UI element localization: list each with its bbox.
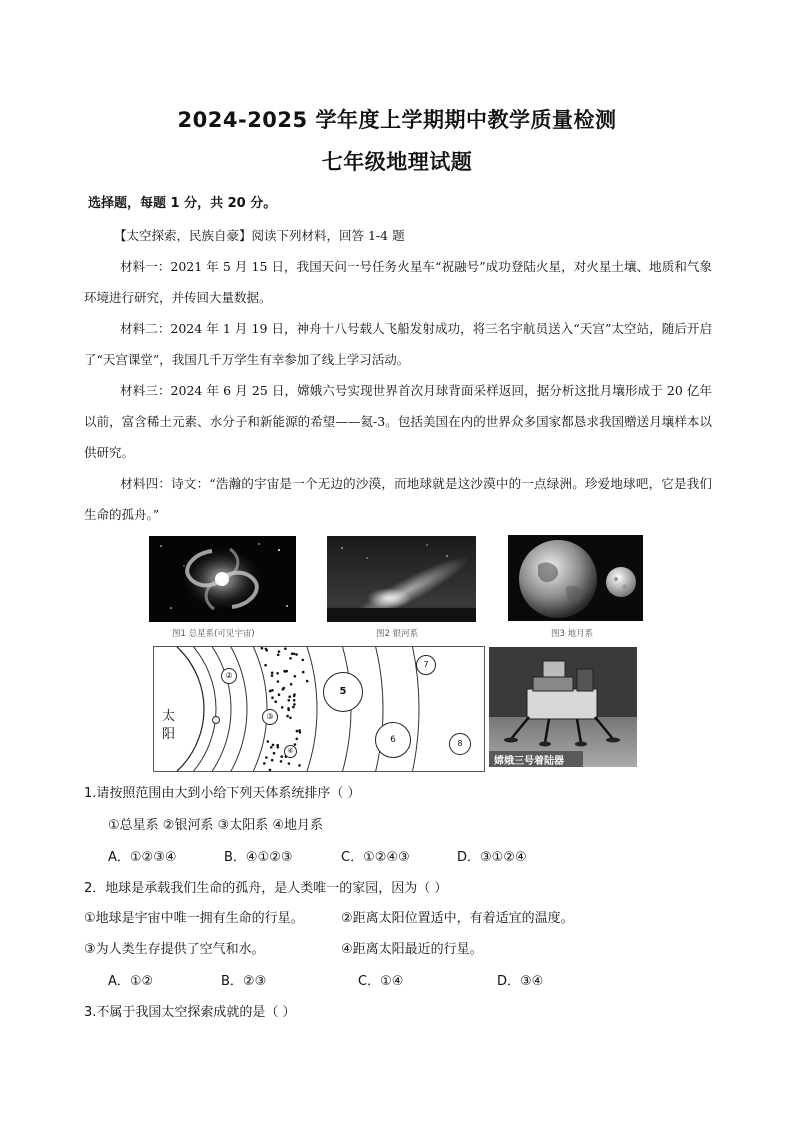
planet-7-marker: 7 [416,655,436,675]
asteroid-dot [278,650,281,653]
asteroid-dot [289,657,292,660]
asteroid-dot [288,762,291,765]
fig2-caption: 图2 银河系 [376,629,419,639]
asteroid-dot [296,738,299,741]
asteroid-dot [265,756,268,759]
question-2-stem: 2．地球是承载我们生命的孤舟，是人类唯一的家园，因为（ ） [84,881,448,896]
material-2-text: 材料二：2024 年 1 月 19 日，神舟十八号载人飞船发射成功，将三名宇航员送入“天宫”太空站，随后开启了“天宫课堂”，我国几千万学生有幸参加了线上学习活动。 [84,321,712,367]
planet-8-marker: 8 [449,733,471,755]
asteroid-dot [293,693,296,696]
material-2 [84,313,712,375]
asteroid-dot [271,696,274,699]
material-3-text: 材料三：2024 年 6 月 25 日，嫦娥六号实现世界首次月球背面采样返回，据分析这批月壤形成于 20 亿年以前，富含稀土元素、水分子和新能源的希望——氦-3。包括美国在内的世界众多国家都恳求我国赠送月壤样本以供研究。 [84,383,712,460]
material-block [84,220,712,530]
asteroid-dot [277,680,280,683]
milky-way-image [327,536,476,622]
asteroid-dot [290,683,293,686]
asteroid-dot [287,707,290,710]
question-3-stem: 3.不属于我国太空探索成就的是（ ） [84,1005,296,1020]
material-1-text: 材料一：2021 年 5 月 15 日，我国天问一号任务火星车“祝融号”成功登陆火星，对火星土壤、地质和气象环境进行研究，并传回大量数据。 [84,259,712,305]
asteroid-dot [270,746,273,749]
planet-5-marker: 5 [323,672,363,712]
asteroid-dot [264,664,267,667]
galaxy-image [149,536,296,622]
question-2-item-3: ③为人类生存提供了空气和水。 [84,942,265,957]
asteroid-dot [271,689,274,692]
material-4 [84,468,712,530]
asteroid-dot [295,653,298,656]
asteroid-dot [286,715,289,718]
question-1-stem: 1.请按照范围由大到小给下列天体系统排序（ ） [84,786,361,801]
asteroid-dot [288,699,291,702]
lander-caption: 嫦娥三号着陆器 [494,756,564,767]
asteroid-dot [288,695,291,698]
asteroid-dot [271,759,274,762]
question-1-option-d[interactable]: D．③①②④ [457,850,527,865]
asteroid-dot [274,700,277,703]
asteroid-dot [280,760,283,763]
asteroid-dot [298,764,301,767]
intro-heading: 【太空探索，民族自豪】阅读下列材料，回答 1-4 题 [114,228,405,243]
asteroid-dot [306,680,309,683]
asteroid-dot [271,672,274,675]
asteroid-dot [276,672,279,675]
asteroid-dot [292,706,295,709]
lunar-lander-image [489,647,637,767]
question-2-option-d[interactable]: D．③④ [497,974,544,989]
asteroid-dot [261,647,264,650]
asteroid-dot [281,706,284,709]
asteroid-dot [271,674,274,677]
asteroid-dot [263,762,266,765]
asteroid-dot [294,675,297,678]
material-4-text: 材料四：诗文：“浩瀚的宇宙是一个无边的沙漠，而地球就是这沙漠中的一点绿洲。珍爱地球吧，它是我们生命的孤舟。” [84,476,712,522]
asteroid-dot [282,688,285,691]
material-3 [84,375,712,468]
question-1-option-b[interactable]: B．④①②③ [224,850,293,865]
fig3-caption: 图3 地月系 [551,629,594,639]
question-2-item-4: ④距离太阳最近的行星。 [341,942,483,957]
asteroid-dot [284,647,287,650]
asteroid-dot [277,654,280,657]
question-1-option-c[interactable]: C．①②④③ [341,850,410,865]
asteroid-dot [273,752,276,755]
asteroid-dot [276,744,279,747]
asteroid-dot [296,730,299,733]
question-2-option-a[interactable]: A．①② [108,974,154,989]
asteroid-dot [289,717,292,720]
planet-2-marker: ② [221,668,237,684]
fig1-caption: 图1 总星系(可见宇宙) [172,629,255,639]
page-title: 2024-2025 学年度上学期期中教学质量检测 [177,108,617,132]
asteroid-dot [302,659,305,662]
earth-moon-image [508,535,643,621]
asteroid-dot [302,671,305,674]
material-1 [84,251,712,313]
planet-3-marker: ③ [262,709,278,725]
asteroid-dot [293,703,296,706]
question-1-option-a[interactable]: A．①②③④ [108,850,177,865]
asteroid-dot [284,670,287,673]
page-subtitle: 七年级地理试题 [321,150,473,174]
asteroid-dot [265,648,268,651]
sun-label: 太 阳 [162,709,176,742]
asteroid-dot [293,699,296,702]
question-1-items: ①总星系 ②银河系 ③太阳系 ④地月系 [108,818,324,833]
planet-4-marker: ④ [284,745,297,758]
question-2-option-b[interactable]: B．②③ [221,974,267,989]
question-2-item-1: ①地球是宇宙中唯一拥有生命的行星。 [84,911,304,926]
asteroid-dot [280,755,283,758]
section-heading: 选择题，每题 1 分，共 20 分。 [88,196,277,211]
planet-6-marker: 6 [375,722,411,758]
asteroid-dot [272,744,275,747]
asteroid-dot [267,740,270,743]
question-2-item-2: ②距离太阳位置适中，有着适宜的温度。 [341,911,574,926]
question-2-option-c[interactable]: C．①④ [358,974,404,989]
asteroid-dot [278,693,281,696]
asteroid-dot [298,729,301,732]
asteroid-dot [293,653,296,656]
